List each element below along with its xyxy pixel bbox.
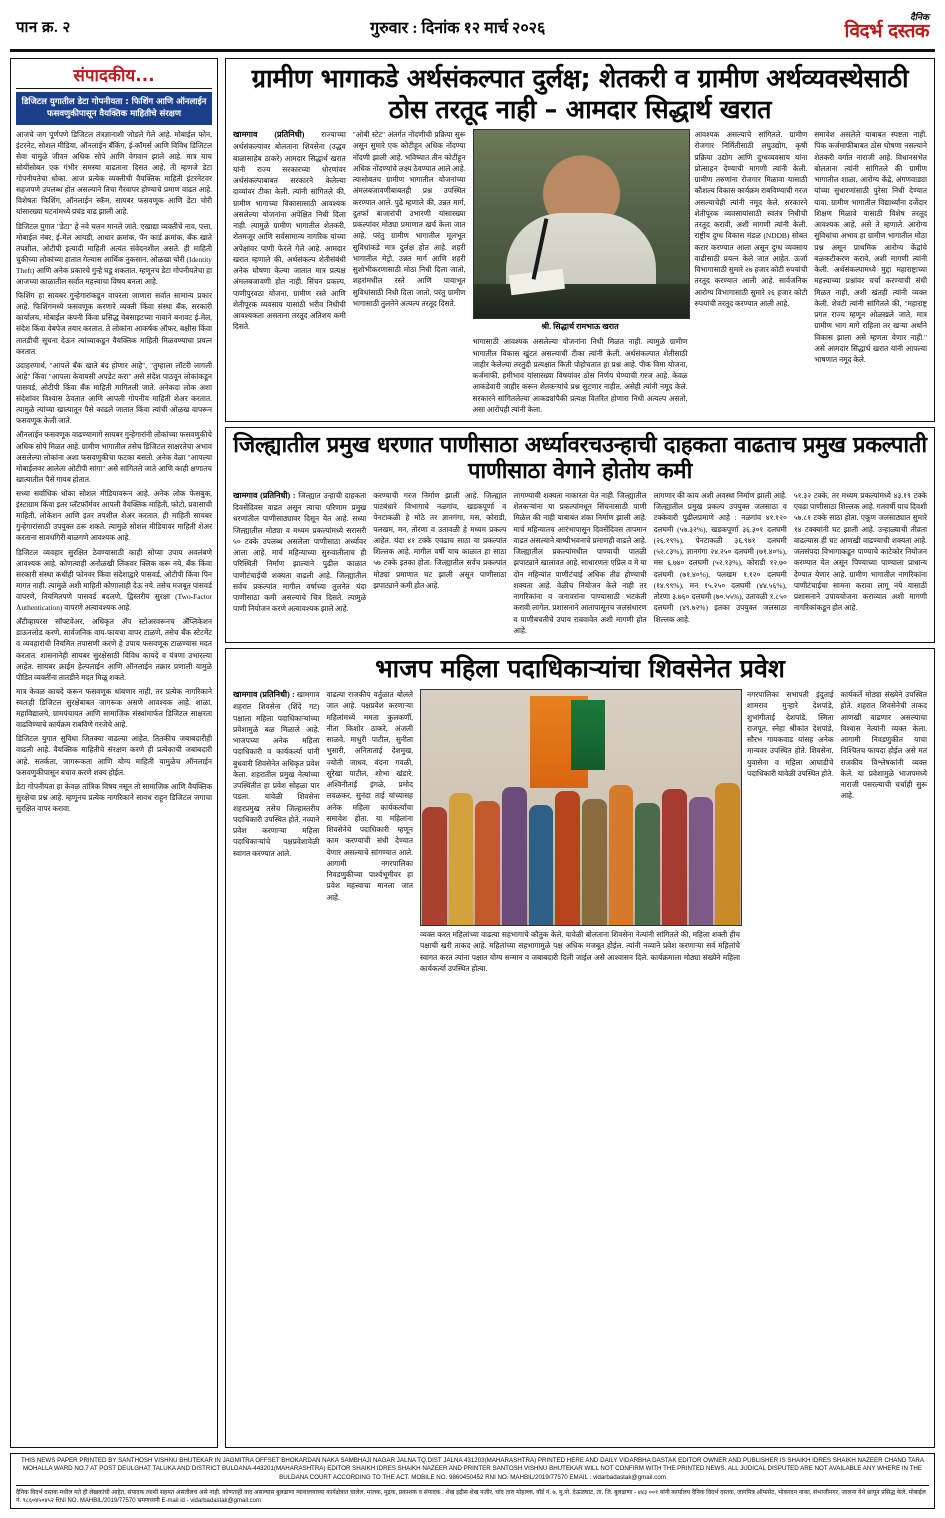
lead-column-2 [353, 129, 466, 415]
lead-text: राज्याच्या अर्थसंकल्पावर बोलताना शिवसेना (उद्धव बाळासाहेब ठाकरे) आमदार सिद्धार्थ खरात यांनी राज्य सरकारच्या धोरणांवर अर्थसंकल्पाबाबत सरकारने केलेल्या दाव्यांवर टीका केली. त्यांनी सांगितले की, ग्रामीण भागाच्या विकासासाठी आवश्यक असलेल्या योजनांना अपेक्षित निधी दिला नाही. त्यामुळे ग्रामीण भागातील शेतकरी, शेतमजूर आणि सर्वसामान्य नागरिक यांच्या अपेक्षांवर पाणी फेरले गेले आहे. आमदार खरात म्हणाले की, अर्थसंकल्प शेतीसंबंधी अनेक घोषणा केल्या जातात मात्र प्रत्यक्ष अंमलबजावणी होत नाही. सिंचन प्रकल्प, पाणीपुरवठा योजना, ग्रामीण रस्ते आणि शेतीपूरक व्यवसाय यासाठी भरीव निधीची आवश्यकता असताना तरतूद अतिशय कमी दिसते. [233, 130, 346, 332]
lead-columns [233, 129, 927, 415]
shivsena-entry-photo [420, 689, 742, 926]
second-text: जिल्ह्यात उन्हाची दाहकता दिवसेंदिवस वाढत असून त्याचा परिणाम प्रमुख धरणांतील पाणीसाठ्यावर दिसून येत आहे. सध्या जिल्ह्यातील मोठ्या व मध्यम प्रकल्पांमध्ये सरासरी ५० टक्के उपलब्ध असलेला पाणीसाठा अर्ध्यावर आला आहे. मार्च महिन्याच्या सुरुवातीलाच ही परिस्थिती निर्माण झाल्याने पुढील काळात पाणीटंचाईची शक्यता वाढली आहे. जिल्ह्यातील सर्वच प्रकल्पांत मागील वर्षाच्या तुलनेत यंदा पाणीसाठा कमी असल्याचे चित्र दिसते. त्यामुळे पाणी नियोजन करणे अत्यावश्यक झाले आहे. [233, 490, 367, 614]
third-text: खामगाव शहरात शिवसेना (शिंदे गट) पक्षाला महिला पदाधिकाऱ्यांच्या प्रवेशामुळे बळ मिळाले आहे. भाजपच्या अनेक महिला पदाधिकारी व कार्यकर्त्या यांनी बुधवारी शिवसेनेत अधिकृत प्रवेश केला. शहरातील प्रमुख नेत्यांच्या उपस्थितीत हा प्रवेश सोहळा पार पडला. यावेळी शिवसेना शहरप्रमुख तसेच जिल्हास्तरीय पदाधिकारी उपस्थित होते. नव्याने प्रवेश करणाऱ्या महिला पदाधिकाऱ्यांचे पक्षप्रवेशावेळी स्वागत करण्यात आले. [233, 690, 320, 858]
editorial-paragraph: डिजिटल व्यवहार सुरक्षित ठेवण्यासाठी काही सोप्या उपाय अवलंबणे आवश्यक आहे. कोणत्याही अनोळखी लिंकवर क्लिक करू नये, बँक किंवा सरकारी संस्था कधीही फोनवर किंवा संदेशाद्वारे पासवर्ड, ओटीपी किंवा पिन मागत नाही. त्यामुळे अशी माहिती कोणालाही देऊ नये. तसेच मजबूत पासवर्ड वापरणे, नियमितपणे पासवर्ड बदलणे, द्विस्तरीय सुरक्षा (Two-Factor Authentication) वापरणे अत्यावश्यक आहे. [16, 547, 212, 613]
photo-person [502, 787, 527, 925]
photo-person [529, 805, 554, 925]
third-columns [233, 689, 927, 974]
photo-person [609, 785, 634, 925]
editorial-paragraph: ऑनलाईन फसवणूक वाढण्यामागे सायबर गुन्हेगारांनी लोकांच्या फसवणुकीचे अधिक सोपे मिळत आहे. ग्रामीण भागातील तसेच डिजिटल साक्षरतेचा अभाव असलेल्या लोकांना अशा फसवणुकीचा फटका बसतो. अनेक वेळा "आपल्या मोबाईलवर आलेला ओटीपी सांगा" असे सांगितले जाते आणि काही क्षणातच खात्यातील पैसे गायब होतात. [16, 430, 212, 484]
lead-photo-block [473, 129, 688, 415]
editorial-body [16, 129, 212, 817]
third-headline: भाजप महिला पदाधिकाऱ्यांचा शिवसेनेत प्रवेश [375, 654, 785, 684]
third-byline: खामगाव (प्रतिनिधी) : [233, 690, 295, 700]
lead-text: भागासाठी आवश्यक असलेल्या योजनांना निधी मिळत नाही. त्यामुळे ग्रामीण भागातील विकास खुंटत असल्याची टीका त्यांनी केली. अर्थसंकल्पात शेतीसाठी जाहीर केलेल्या तरतुदी प्रत्यक्षात किती पोहोचतात हा प्रश्न आहे. पीक विमा योजना, कर्जमाफी, हमीभाव यांसारख्या विषयांवर ठोस निर्णय घेण्याची गरज आहे. केवळ आकडेवारी जाहीर करून शेतकऱ्यांचे प्रश्न सुटणार नाहीत, असेही त्यांनी नमूद केले. सरकारने सांगितलेल्या आकड्यांपैकी प्रत्यक्ष वितरित होणारा निधी अत्यल्प असतो, असा आरोपही त्यांनी केला. [472, 337, 688, 414]
second-column-4 [654, 490, 787, 636]
second-column-5 [794, 490, 927, 636]
third-text: नगरपालिका सभापती इंदुताई शामराव मुऱ्हारे देशपांडे, शुभांगीताई देशपांडे, स्मिता राजपूत, स्नेहा श्रीकांत देशपांडे, सौरभ गायकवाड यांसह अनेक मान्यवर उपस्थित होते. शिवसेना, युवासेना व महिला आघाडीचे पदाधिकारी यावेळी उपस्थित होते. [747, 690, 834, 778]
editorial-paragraph: सध्या सर्वाधिक धोका सोशल मीडियावरून आहे. अनेक लोक फेसबुक, इंस्टाग्राम किंवा इतर प्लॅटफॉर्मवर आपली वैयक्तिक माहिती, फोटो, प्रवासाची माहिती, लोकेशन आणि इतर तपशील शेअर करतात. ही माहिती सायबर गुन्हेगारांसाठी उपयुक्त ठरू शकते. त्यामुळे सोशल मीडियावर माहिती शेअर करताना सावधगिरी बाळगणे आवश्यक आहे. [16, 489, 212, 543]
main-column [225, 58, 935, 1448]
photo-person [475, 801, 500, 925]
third-column-1 [233, 689, 320, 974]
editorial-column [10, 58, 218, 1448]
third-column-5 [841, 689, 928, 974]
newspaper-logo [845, 13, 929, 41]
editorial-paragraph: अँटीव्हायरस सॉफ्टवेअर, अधिकृत ॲप स्टोअरवरूनच ॲप्लिकेशन डाऊनलोड करणे, सार्वजनिक वाय-फायचा वापर टाळणे, तसेच बँक स्टेटमेंट व व्यवहारांची नियमित तपासणी करणे हे उपाय फसवणूक टाळण्यास मदत करतात. शासनानेही सायबर सुरक्षेसाठी विविध कायदे व यंत्रणा उभारल्या आहेत. सायबर क्राईम हेल्पलाईन आणि ऑनलाईन तक्रार प्रणाली यामुळे पीडित व्यक्तींना तातडीने मदत मिळू शकते. [16, 617, 212, 682]
lead-text: आवश्यक असल्याचे सांगितले. ग्रामीण रोजगार निर्मितीसाठी लघुउद्योग, कृषी प्रक्रिया उद्योग आणि दुग्धव्यवसाय यांना प्रोत्साहन देण्याची मागणी त्यांनी केली. ग्रामीण तरुणांना रोजगार मिळावा यासाठी कौशल्य विकास कार्यक्रम राबविण्याची गरज असल्याचेही त्यांनी नमूद केले. सरकारने शेतीपूरक व्यवसायांसाठी स्वतंत्र निधीची तरतूद करावी, अशी मागणी त्यांनी केली. राष्ट्रीय दुग्ध विकास मंडळ (NDDB) सोबत करार करण्यात आला असून दुग्ध व्यवसाय वाढीसाठी प्रयत्न केले जात आहेत. ऊर्जा विभागासाठी सुमारे २७ हजार कोटी रुपयांची तरतूद करण्यात आली आहे. सार्वजनिक आरोग्य विभागासाठी सुमारे २६ हजार कोटी रुपयांची तरतूद करण्यात आली आहे. [694, 130, 808, 308]
imprint-marathi: दैनिक विदर्भ दस्तक मधील मते ही लेखकांची आहेत, संपादक त्याशी सहमत असतीलच असे नाही. कोणताही वाद असल्यास बुलढाणा न्यायालयाच्या कार्यक्षेत्रात चालेल. मालक, मुद्रक, प्रकाशक व संपादक : शेख इद्रीस शेख नजीर, चांद तारा मोहल्ला, वॉर्ड नं. ७, मु.पो. देऊळघाट, ता. जि. बुलढाणा - ४४३ ००१ यांनी कार्यालय दैनिक विदर्भ दस्तक, जागमित्र ऑफसेट, भोकरदन नाका, संभाजीनगर, जालना येथे छापून प्रसिद्ध केले. मोबाईल नं. ९८६०४५०४५२ RNI NO. MAHBIL/2019/77570 भ्रमणध्वनी E-mail id - vidarbadastak@gmail.com [16, 1485, 929, 1505]
logo-small-text: दैनिक [909, 11, 929, 22]
second-story [225, 427, 935, 643]
photo-person [715, 783, 740, 925]
second-column-2 [373, 490, 506, 636]
photo-person [422, 807, 447, 925]
lead-byline: खामगाव (प्रतिनिधी) [233, 130, 305, 140]
second-text: लागणार की काय अशी अवस्था निर्माण झाली आहे. जिल्ह्यातील प्रमुख प्रकल्प उपयुक्त जलसाठा व टक्केवारी पुढीलप्रमाणे आहे : नळगांव ४१.१२० दलघमी (५७.३२%), खडकपूर्णा ३६.३०१ दलघमी (२६.१९%), पेनटाकळी ३६.९७१ दलघमी (५२.८३%), ज्ञानगंगा २४.२५० दलघमी (७१.४०%), मस ६.७४० दलघमी (५२.१३%), कोराडी १२.७० दलघमी (७१.४०%), पलखम १.१२० दलघमी (१४.९९%), मन १५.२५० दलघमी (४४.५६%), तोरणा ३.७६० दलघमी (७०.५५%), उतावळी १.८५० दलघमी (४९.७२%) इतका उपयुक्त जलसाठा शिल्लक आहे. [653, 490, 787, 624]
editorial-subheading: डिजिटल युगातील डेटा गोपनीयता : फिशिंग आणि ऑनलाईन फसवणुकीपासून वैयक्तिक माहितीचे संरक्षण [16, 92, 212, 125]
photo-desk [474, 284, 689, 318]
photo-person [582, 799, 607, 925]
masthead [10, 8, 935, 52]
third-text: व्यक्त करत महिलांच्या वाढत्या सहभागाचे कौतुक केले. यावेळी बोलताना शिवसेना नेत्यांनी सांगितले की, महिला शक्ती हीच पक्षाची खरी ताकद आहे. महिलांच्या सहभागामुळे पक्ष अधिक मजबूत होईल. त्यांनी नव्याने प्रवेश करणाऱ्या सर्व महिलांचे स्वागत करत त्यांना पक्षात योग्य सन्मान व जबाबदारी दिली जाईल असे आश्वासन दिले. कार्यक्रमाला मोठ्या संख्येने महिला कार्यकर्त्या उपस्थित होत्या. [420, 930, 740, 973]
logo-title: विदर्भ दस्तक [844, 19, 929, 42]
lead-column-5 [814, 129, 927, 415]
photo-person [449, 793, 474, 925]
second-text: करण्याची गरज निर्माण झाली आहे. जिल्ह्यात पाटबंधारे विभागाचे नळगांव, खडकपूर्णा व पेनटाकळी हे मोठे तर ज्ञानगंगा, मस, कोराडी, पलखम, मन, तोरणा व उतावळी हे मध्यम प्रकल्प आहेत. यंदा ४१ टक्के एवढाच साठा या प्रकल्पांत शिल्लक आहे. मागील वर्षी याच काळात हा साठा ५७ टक्के इतका होता. जिल्ह्यातील सर्वच प्रकल्पांत मोठ्या प्रमाणात घट झाली असून पाणीसाठा झपाट्याने कमी होत आहे. [373, 490, 507, 590]
second-column-1 [233, 490, 366, 636]
second-text: लागण्याची शक्यता नाकारता येत नाही. जिल्ह्यातील शेतकऱ्यांना या प्रकल्पांमधून सिंचनासाठी पाणी मिळेल की नाही याबाबत शंका निर्माण झाली आहे. मार्च महिन्यातच आरंभापासून दिवसेंदिवस तापमान वाढत असल्याने बाष्पीभवनाचे प्रमाणही वाढले आहे. जिल्ह्यातील प्रकल्पांमधील पाण्याची पातळी झपाट्याने खालावत आहे. साधारणतः एप्रिल व मे या दोन महिन्यांत पाणीटंचाई अधिक तीव्र होण्याची शक्यता आहे. वेळीच नियोजन केले नाही तर नागरिकांना व जनावरांना पाण्यासाठी भटकंती करावी लागेल. प्रशासनाने आतापासूनच जलसंधारण व पाणीबचतीचे उपाय राबवावेत अशी मागणी होत आहे. [513, 490, 647, 635]
second-column-3 [513, 490, 646, 636]
lead-text: समावेश असलेले याबाबत स्पष्टता नाही. पिक कर्जमाफीबाबत ठोस घोषणा नसल्याने शेतकरी वर्गात नाराजी आहे. विधानसभेत बोलताना त्यांनी सांगितले की ग्रामीण भागातील शाळा, आरोग्य केंद्रे, अंगणवाड्या यांच्या सुधारणांसाठी पुरेसा निधी देण्यात यावा. ग्रामीण भागातील विद्यार्थ्यांना दर्जेदार शिक्षण मिळावे यासाठी विशेष तरतूद आवश्यक आहे, असे ते म्हणाले. आरोग्य सुविधांचा अभाव हा ग्रामीण भागातील मोठा प्रश्न असून प्राथमिक आरोग्य केंद्रांचे बळकटीकरण करावे, अशी मागणी त्यांनी केली. अर्थसंकल्पामध्ये मुद्दा महाराष्ट्राच्या महत्त्वाच्या प्रश्नांवर चर्चा करण्याची संधी मिळत नाही, अशी खंतही त्यांनी व्यक्त केली. शेवटी त्यांनी सांगितले की, "महाराष्ट्र प्रगत राज्य म्हणून ओळखले जाते, मात्र ग्रामीण भाग मागे राहिला तर खऱ्या अर्थाने विकास झाला असे म्हणता येणार नाही." असे आमदार सिद्धार्थ खरात यांनी आपल्या भाषणात नमूद केले. [814, 130, 927, 365]
photo-person [635, 803, 660, 925]
second-headline: जिल्ह्यातील प्रमुख धरणात पाणीसाठा अर्ध्यावरचउन्हाची दाहकता वाढताच प्रमुख प्रकल्पाती पाणीसाठा वेगाने होतोय कमी [233, 433, 927, 485]
lead-headline: ग्रामीण भागाकडे अर्थसंकल्पात दुर्लक्ष; शेतकरी व ग्रामीण अर्थव्यवस्थेसाठी ठोस तरतूद नाही – आमदार सिद्धार्थ खरात [251, 64, 909, 125]
lead-story [225, 58, 935, 422]
third-column-2 [327, 689, 414, 974]
page-number: पान क्र. २ [16, 19, 71, 36]
mla-portrait-photo [473, 129, 690, 319]
third-column-4 [747, 689, 834, 974]
editorial-paragraph: डेटा गोपनीयता हा केवळ तांत्रिक विषय नसून तो सामाजिक आणि वैयक्तिक सुरक्षेचा प्रश्न आहे. म्हणूनच प्रत्येक नागरिकाने सावध राहून डिजिटल जगाचा सुरक्षित वापर करावा. [16, 781, 212, 813]
third-photo-block [420, 689, 740, 974]
third-text: कार्यकर्ते मोठ्या संख्येने उपस्थित होते. शहरात शिवसेनेची ताकद आणखी वाढणार असल्याचा विश्वास नेत्यांनी व्यक्त केला. आगामी निवडणुकीत याचा निश्चितच फायदा होईल असे मत राजकीय विश्लेषकांनी व्यक्त केले. या प्रवेशामुळे भाजपमध्ये नाराजी पसरल्याची चर्चाही सुरू आहे. [840, 690, 927, 801]
dateline: गुरुवार : दिनांक १२ मार्च २०२६ [370, 19, 546, 37]
editorial-paragraph: फिशिंग हा सायबर गुन्हेगारांकडून वापरला जाणारा सर्वात सामान्य प्रकार आहे. फिशिंगमध्ये फसवणूक करणारे व्यक्ती किंवा संस्था बँक, सरकारी कार्यालय, मोबाईल कंपनी किंवा प्रसिद्ध वेबसाइटच्या नावाने बनावट ई-मेल, संदेश किंवा वेबपेज तयार करतात. ते लोकांना आकर्षक ऑफर, बक्षीस किंवा तातडीची सूचना देऊन त्यांच्याकडून वैयक्तिक माहिती मिळवण्याचा प्रयत्न करतात. [16, 291, 212, 356]
photo-flag [571, 700, 605, 770]
editorial-paragraph: डिजिटल युगात सुविधा जितक्या वाढल्या आहेत, तितकीच जबाबदारीही वाढली आहे. वैयक्तिक माहितीचे संरक्षण करणे ही प्रत्येकाची जबाबदारी आहे. सतर्कता, जागरूकता आणि योग्य माहिती यामुळेच ऑनलाईन फसवणुकीपासून बचाव करणे शक्य होईल. [16, 734, 212, 777]
lead-column-1 [233, 129, 346, 415]
third-story [225, 648, 935, 1448]
editorial-paragraph: डिजिटल युगात "डेटा" हे नवे चलन मानले जाते. एखाद्या व्यक्तीचे नाव, पत्ता, मोबाईल नंबर, ई-मेल आयडी, आधार क्रमांक, पॅन कार्ड क्रमांक, बँक खाते तपशील, ओटीपी इत्यादी माहिती अत्यंत संवेदनशील असते. ही माहिती चुकीच्या लोकांच्या हातात गेल्यास आर्थिक नुकसान, ओळखा चोरी (Identity Theft) आणि अनेक प्रकारचे गुन्हे घडू शकतात. म्हणूनच डेटा गोपनीयतेचा हा आजच्या काळातील सर्वात महत्त्वाचा विषय बनला आहे. [16, 221, 212, 287]
second-byline: खामगाव (प्रतिनिधी) : [233, 490, 296, 500]
photo-people-row [421, 775, 741, 925]
photo-person [689, 797, 714, 925]
editorial-paragraph: मात्र केवळ कायदे करून फसवणूक थांबणार नाही, तर प्रत्येक नागरिकाने स्वतःही डिजिटल सुरक्षेबाबत जागरूक असणे आवश्यक आहे. शाळा, महाविद्यालये, ग्रामपंचायत आणि सामाजिक संस्थांमार्फत डिजिटल साक्षरता वाढविण्याचे कार्यक्रम राबविणे गरजेचे आहे. [16, 686, 212, 730]
photo-person [662, 789, 687, 925]
imprint-english: THIS NEWS PAPER PRINTED BY SANTHOSH VISHNU BHUTEKAR IN JAGMITRA OFFSET BHOKARDAN NAKA SAMBHAJI NAGAR JALNA TQ.DIST JALNA 431203(MAHARASHTRA) PRINTED HERE AND DAILY VIDARBHA DASTAK EDITOR OWNER AND PUBLISHER IS SHAIKH IDRES SHAIKH NAZEER CHAND TARA MOHALLA WARD NO.7 AT POST DEULGHAT TALUKA AND DISTRICT BULDANA-443201(MAHARASHTRA) EDITOR SHAIKH IDRES SHAIKH NAZEER AND PRINTER SANTOSH VISHNU BHUTEKAR WILL NOT CONFIRM WITH THE PRINTED NEWS. ALL JUDICAL DISPUTED ARE NOT AVAILABLE ANY WHERE IN THE BULDANA COURT ACCORDING TO THE ACT. MOBILE NO. 9860450452 RNI NO. MAHBIL/2019/77570 EMAIL : vidarbadastak@gmail.com [21, 1457, 924, 1481]
imprint-footer [10, 1453, 935, 1509]
editorial-heading: संपादकीय... [16, 63, 212, 89]
lead-photo-caption: श्री. सिद्धार्थ रामभाऊ खरात [541, 322, 619, 332]
photo-person [555, 791, 580, 925]
editorial-paragraph: उदाहरणार्थ, "आपले बँक खाते बंद होणार आहे", "तुम्हाला लॉटरी लागली आहे" किंवा "आपला केवायसी अपडेट करा" असे संदेश पाठवून लोकांकडून पासवर्ड, ओटीपी किंवा बँक माहिती मागितली जाते. अनेकदा लोक अशा संदेशांवर विश्वास ठेवतात आणि आपली गोपनीय माहिती शेअर करतात. त्यामुळे त्यांच्या खात्यातून पैसे काढले जातात किंवा त्यांची ओळख वापरून फसवणूक केली जाते. [16, 360, 212, 426]
third-text: वाढत्या राजकीय वर्तुळात बोलले जात आहे. पक्षप्रवेश करणाऱ्या महिलांमध्ये ममता कुलकर्णी, नीता किशोर ठाकरे, अंजली साळवे, माधुरी पाटील, सुनीता भुसारी, अनिताताई देशमुख, ज्योती जाधव, वंदना गवळी, सुरेखा पाटील, शोभा खंडारे, अश्विनीताई इंगळे, प्रमोद लवळकर, सुनंदा ताई यांच्यासह अनेक महिला कार्यकर्त्यांचा समावेश होता. या महिलांना शिवसेनेचे पदाधिकारी म्हणून काम करण्याची संधी देण्यात येणार असल्याचे सांगण्यात आले. आगामी नगरपालिका निवडणुकीच्या पार्श्वभूमीवर हा प्रवेश महत्त्वाचा मानला जात आहे. [326, 690, 413, 902]
page-body [10, 58, 935, 1448]
lead-column-4 [695, 129, 808, 415]
lead-text: "ओबी स्टेट" अंतर्गत नोंदणीची प्रक्रिया सुरू असून सुमारे एक कोटीहून अधिक नोंदण्या नोंदणी झाली आहे. भविष्यात तीन कोटींहून अधिक नोंदण्यांचे लक्ष्य ठेवण्यात आले आहे. त्यासोबतच ग्रामीण भागातील योजनांच्या अंमलबजावणीबाबतही प्रश्न उपस्थित करण्यात आले. पुढे म्हणाले की, उन्नत मार्ग, दुतर्फा बाजारांची उभारणी यांसारख्या प्रकल्पांवर मोठ्या प्रमाणात खर्च केला जात आहे, परंतु ग्रामीण भागातील मूलभूत सुविधांकडे मात्र दुर्लक्ष होत आहे. शहरी भागातील मेट्रो, उन्नत मार्ग आणि शहरी सुशोभीकरणासाठी मोठा निधी दिला जातो, शहरांमधील रस्ते आणि पायाभूत सुविधांसाठी निधी दिला जातो, परंतु ग्रामीण भागासाठी तुलनेने अत्यल्प तरतूद दिसते. [352, 130, 466, 308]
editorial-paragraph: आजचे जग पूर्णपणे डिजिटल तंत्रज्ञानाशी जोडले गेले आहे. मोबाईल फोन, इंटरनेट, सोशल मीडिया, ऑनलाईन बँकिंग, ई-कॉमर्स आणि विविध डिजिटल सेवा यामुळे जीवन अधिक सोपे आणि वेगवान झाले आहे. मात्र याच सोयींसोबत एक गंभीर समस्या वाढताना दिसत आहे, ती म्हणजे डेटा गोपनीयतेचा धोका. आज प्रत्येक व्यक्तीची वैयक्तिक माहिती इंटरनेटवर सहजपणे उपलब्ध होत असल्याने तिचा गैरवापर होण्याचे प्रमाण वाढत आहे. विशेषतः फिशिंग, ऑनलाईन स्कॅम, सायबर फसवणूक आणि डेटा चोरी यांसारख्या घटनांमध्ये प्रचंड वाढ झाली आहे. [16, 129, 212, 217]
second-columns [233, 490, 927, 636]
second-text: ५१.३२ टक्के, तर मध्यम प्रकल्पांमध्ये ४३.१९ टक्के एवढा पाणीसाठा शिल्लक आहे. गतवर्षी याच दिवशी ५७.८१ टक्के साठा होता. एकूण जलसाठ्यात सुमारे १४ टक्क्यांनी घट झाली आहे. उन्हाळ्याची तीव्रता वाढल्यास ही घट आणखी वाढण्याची शक्यता आहे. जलसंपदा विभागाकडून पाण्याचे काटेकोर नियोजन करण्यात येत असून पिण्याच्या पाण्याला प्राधान्य देण्यात येणार आहे. ग्रामीण भागातील नागरिकांना पाणीटंचाईचा सामना करावा लागू नये यासाठी प्रशासनाने उपाययोजना कराव्यात अशी मागणी नागरिकांकडून होत आहे. [793, 490, 928, 613]
